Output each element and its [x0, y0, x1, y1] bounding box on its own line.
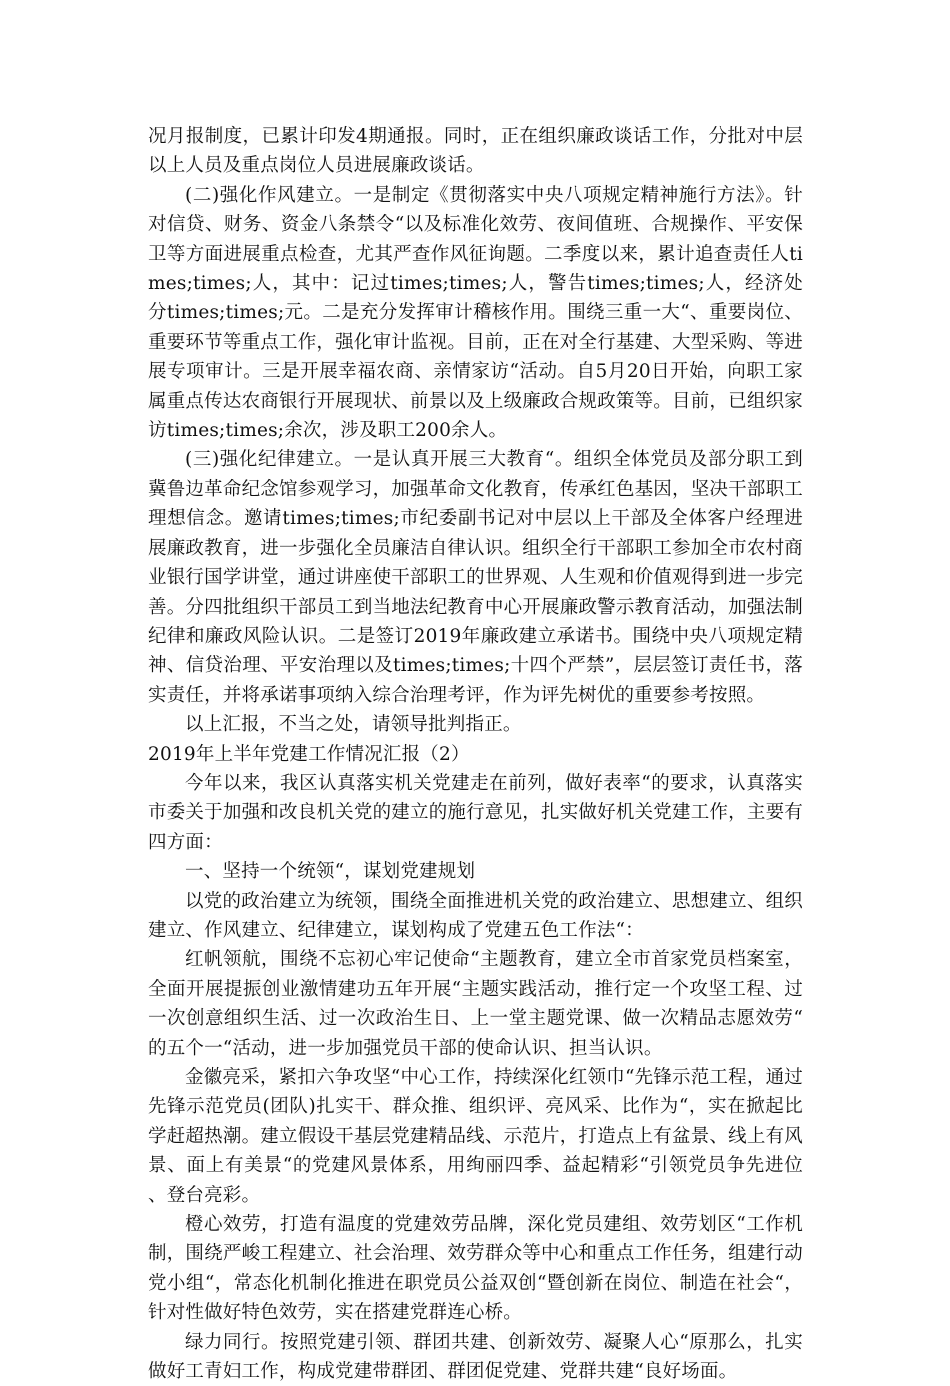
paragraph-intro: 今年以来，我区认真落实机关党建走在前列，做好表率“的要求，认真落实市委关于加强和改良机关党的建立的施行意见，扎实做好机关党建工作，主要有四方面： [148, 772, 803, 853]
paragraph-five-colors: 以党的政治建立为统领，围绕全面推进机关党的政治建立、思想建立、组织建立、作风建立、纪律建立，谋划构成了党建五色工作法“： [148, 890, 803, 941]
section-title: 2019年上半年党建工作情况汇报（2） [148, 743, 470, 765]
paragraph-red-sail: 红帆领航，围绕不忘初心牢记使命“主题教育，建立全市首家党员档案室，全面开展提振创业激情建功五年开展“主题实践活动，推行定一个攻坚工程、过一次创意组织生活、过一次政治生日、上一堂主题党课、做一次精品志愿效劳“的五个一“活动，进一步加强党员干部的使命认识、担当认识。 [148, 949, 803, 1059]
paragraph-discipline-building: (三)强化纪律建立。一是认真开展三大教育“。组织全体党员及部分职工到冀鲁边革命纪念馆参观学习，加强革命文化教育，传承红色基因，坚决干部职工理想信念。邀请times;times;市纪委副书记对中层以上干部及全体客户经理进展廉政教育，进一步强化全员廉洁自律认识。组织全行干部职工参加全市农村商业银行国学讲堂，通过讲座使干部职工的世界观、人生观和价值观得到进一步完善。分四批组织干部员工到当地法纪教育中心开展廉政警示教育活动，加强法制纪律和廉政风险认识。二是签订2019年廉政建立承诺书。围绕中央八项规定精神、信贷治理、平安治理以及times;times;十四个严禁”，层层签订责任书，落实责任，并将承诺事项纳入综合治理考评，作为评先树优的重要参考按照。 [148, 449, 803, 706]
paragraph-orange-heart: 橙心效劳，打造有温度的党建效劳品牌，深化党员建组、效劳划区“工作机制，围绕严峻工程建立、社会治理、效劳群众等中心和重点工作任务，组建行动党小组“，常态化机制化推进在职党员公益双创“暨创新在岗位、制造在社会“，针对性做好特色效劳，实在搭建党群连心桥。 [148, 1214, 803, 1324]
paragraph-gold-badge: 金徽亮采，紧扣六争攻坚“中心工作，持续深化红领巾“先锋示范工程，通过先锋示范党员(团队)扎实干、群众推、组织评、亮风采、比作为“，实在掀起比学赶超热潮。建立假设干基层党建精品线、示范片，打造点上有盆景、线上有风景、面上有美景“的党建风景体系，用绚丽四季、益起精彩“引领党员争先进位、登台亮彩。 [148, 1067, 803, 1206]
heading-one: 一、坚持一个统领“，谋划党建规划 [185, 861, 476, 883]
paragraph-style-building: (二)强化作风建立。一是制定《贯彻落实中央八项规定精神施行方法》。针对信贷、财务、资金八条禁令“以及标准化效劳、夜间值班、合规操作、平安保卫等方面进展重点检查，尤其严查作风征询题。二季度以来，累计追查责任人times;times;人，其中：记过times;times;人，警告times;times;人，经济处分times;times;元。二是充分发挥审计稽核作用。围绕三重一大“、重要岗位、重要环节等重点工作，强化审计监视。目前，正在对全行基建、大型采购、等进展专项审计。三是开展幸福农商、亲情家访“活动。自5月20日开始，向职工家属重点传达农商银行开展现状、前景以及上级廉政合规政策等。目前，已组织家访times;times;余次，涉及职工200余人。 [148, 184, 803, 442]
paragraph-green-force: 绿力同行。按照党建引领、群团共建、创新效劳、凝聚人心“原那么，扎实做好工青妇工作，构成党建带群团、群团促党建、党群共建“良好场面。 [148, 1331, 803, 1383]
paragraph-report-continuation: 况月报制度，已累计印发4期通报。同时，正在组织廉政谈话工作，分批对中层以上人员及重点岗位人员进展廉政谈话。 [148, 126, 803, 177]
paragraph-closing: 以上汇报，不当之处，请领导批判指正。 [185, 714, 522, 736]
document-body [148, 122, 803, 1386]
